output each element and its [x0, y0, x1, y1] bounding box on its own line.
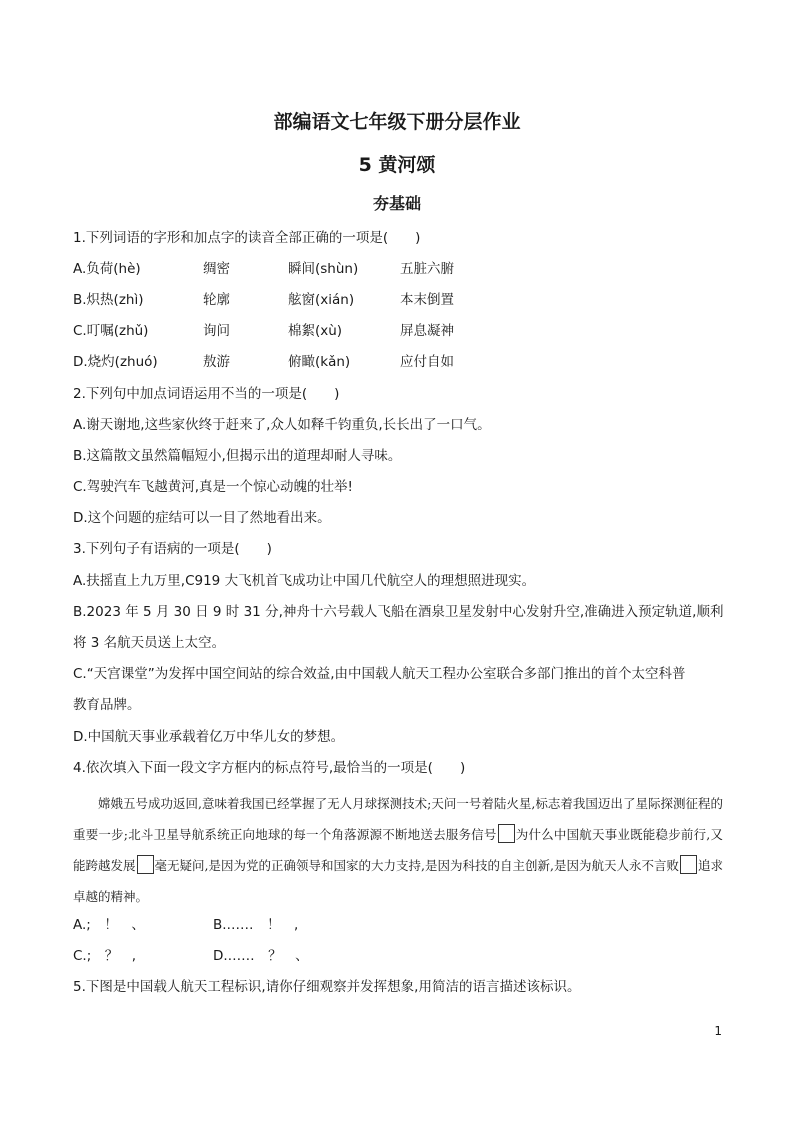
page-number: 1 — [714, 1024, 722, 1038]
passage-part-4: 追求卓越的精神。 — [73, 858, 723, 904]
q1-c-word1: C.叮嘱(zhǔ) — [73, 323, 149, 339]
section-title: 夯基础 — [372, 194, 421, 213]
q1-b-word2: 轮廓 — [203, 292, 230, 308]
q4-passage — [73, 788, 723, 912]
q3-option-c-cont: 教育品牌。 — [73, 697, 141, 713]
document-title: 部编语文七年级下册分层作业 — [273, 111, 521, 133]
question-4-stem: 4.依次填入下面一段文字方框内的标点符号,最恰当的一项是( ) — [73, 760, 466, 776]
q2-option-d: D.这个问题的症结可以一目了然地看出来。 — [73, 510, 331, 526]
q3-option-b: B.2023 年 5 月 30 日 9 时 31 分,神舟十六号载人飞船在酒泉卫星发射中心发射升空,准确进入预定轨道,顺利 — [73, 604, 724, 620]
q1-a-word2: 绸密 — [203, 261, 230, 277]
q1-b-word3: 舷窗(xián) — [288, 292, 355, 308]
q1-c-word2: 询问 — [203, 323, 230, 339]
passage-part-2: 为什么中国航天事业既能稳步前行,又能跨越发展 — [73, 827, 723, 873]
q1-a-word3: 瞬间(shùn) — [288, 261, 359, 277]
q2-option-a: A.谢天谢地,这些家伙终于赶来了,众人如释千钧重负,长长出了一口气。 — [73, 417, 491, 433]
q1-b-word4: 本末倒置 — [400, 292, 454, 308]
q1-c-word4: 屏息凝神 — [400, 323, 454, 339]
blank-box-1[interactable] — [498, 824, 515, 843]
blank-box-3[interactable] — [680, 855, 697, 874]
q1-d-word2: 敖游 — [203, 354, 230, 370]
q2-option-c: C.驾驶汽车飞越黄河,真是一个惊心动魄的壮举! — [73, 479, 353, 495]
q4-option-d: D.…… ？ 、 — [213, 948, 309, 964]
q4-option-b: B.…… ！ , — [213, 917, 299, 933]
q1-c-word3: 棉絮(xù) — [288, 323, 343, 339]
passage-part-3: 毫无疑问,是因为党的正确领导和国家的大力支持,是因为科技的自主创新,是因为航天人永不言败 — [154, 858, 679, 873]
q1-d-word1: D.烧灼(zhuó) — [73, 354, 158, 370]
question-1-stem: 1.下列词语的字形和加点字的读音全部正确的一项是( ) — [73, 230, 421, 246]
q1-a-word4: 五脏六腑 — [400, 261, 454, 277]
q3-option-b-cont: 将 3 名航天员送上太空。 — [73, 635, 226, 651]
q1-d-word4: 应付自如 — [400, 354, 454, 370]
question-2-stem: 2.下列句中加点词语运用不当的一项是( ) — [73, 386, 340, 402]
q3-option-a: A.扶摇直上九万里,C919 大飞机首飞成功让中国几代航空人的理想照进现实。 — [73, 573, 536, 589]
q1-a-word1: A.负荷(hè) — [73, 261, 141, 277]
question-5-stem: 5.下图是中国载人航天工程标识,请你仔细观察并发挥想象,用简洁的语言描述该标识。 — [73, 979, 581, 995]
q4-option-c: C.; ？ , — [73, 948, 137, 964]
q3-option-c: C.“天宫课堂”为发挥中国空间站的综合效益,由中国载人航天工程办公室联合多部门推出的首个太空科普 — [73, 666, 686, 682]
passage-part-1: 嫦娥五号成功返回,意味着我国已经掌握了无人月球探测技术;天问一号着陆火星,标志着我国迈出了星际探测征程的重要一步;北斗卫星导航系统正向地球的每一个角落源源不断地送去服务信号 — [73, 796, 723, 842]
q2-option-b: B.这篇散文虽然篇幅短小,但揭示出的道理却耐人寻味。 — [73, 448, 402, 464]
q1-b-word1: B.炽热(zhì) — [73, 292, 144, 308]
blank-box-2[interactable] — [137, 855, 154, 874]
q3-option-d: D.中国航天事业承载着亿万中华儿女的梦想。 — [73, 729, 345, 745]
question-3-stem: 3.下列句子有语病的一项是( ) — [73, 541, 272, 557]
q1-d-word3: 俯瞰(kǎn) — [288, 354, 351, 370]
lesson-title: 5 黄河颂 — [358, 154, 436, 176]
q4-option-a: A.; ！ 、 — [73, 917, 145, 933]
